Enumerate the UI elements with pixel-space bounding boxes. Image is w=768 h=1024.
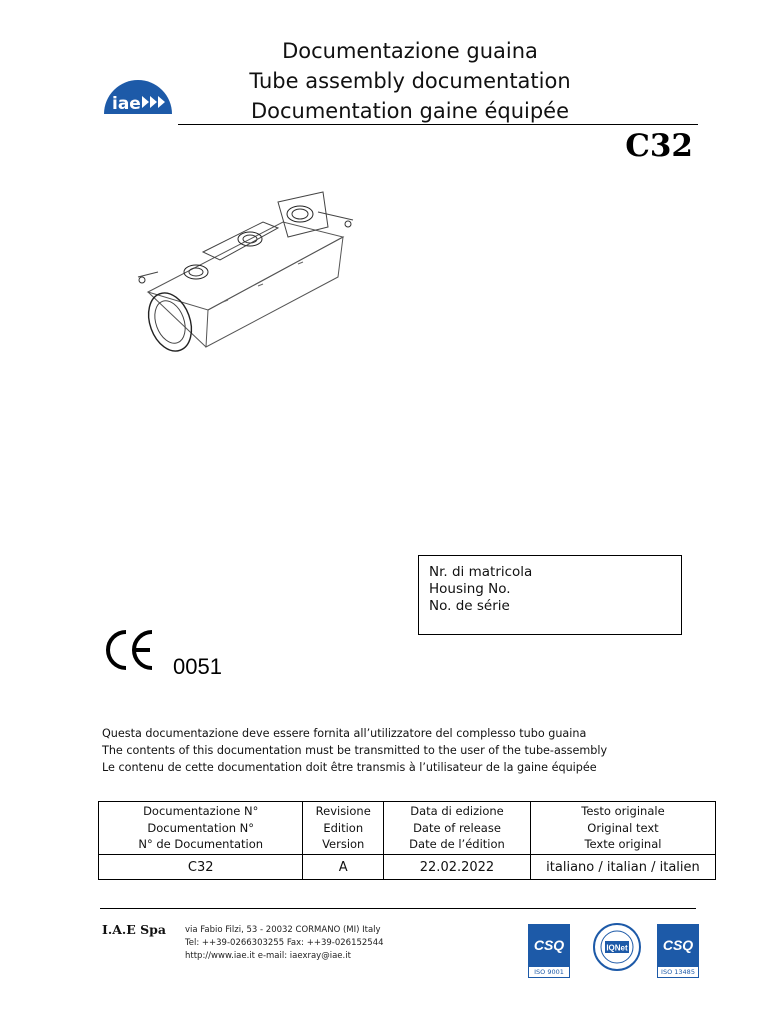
csq-iso13485-badge — [657, 924, 699, 978]
notice-english: The contents of this documentation must be transmitted to the user of the tube-assembly — [102, 744, 608, 757]
header-release-date: Data di edizione Date of release Date de l’édition — [384, 802, 531, 855]
iqnet-certification-icon — [592, 922, 642, 972]
table-row — [99, 855, 716, 880]
iso9001-label: ISO 9001 — [528, 966, 570, 978]
company-address — [185, 924, 384, 963]
title-block — [200, 36, 620, 126]
csq-logo: CSQ — [657, 924, 699, 966]
csq-iso9001-badge — [528, 924, 570, 978]
notified-body-number: 0051 — [173, 654, 222, 679]
csq-logo: CSQ — [528, 924, 570, 966]
header-original-text: Testo originale Original text Texte original — [530, 802, 715, 855]
serial-label-italian: Nr. di matricola — [429, 564, 533, 580]
iqnet-text: IQNet — [606, 943, 628, 953]
ce-mark-icon — [104, 628, 156, 672]
serial-label-english: Housing No. — [429, 581, 511, 597]
notice-italian: Questa documentazione deve essere fornita all’utilizzatore del complesso tubo guaina — [102, 727, 587, 740]
title-italian: Documentazione guaina — [282, 39, 538, 63]
title-english: Tube assembly documentation — [249, 69, 571, 93]
serial-number-box — [418, 555, 682, 635]
header-revision: Revisione Edition Version — [303, 802, 384, 855]
title-french: Documentation gaine équipée — [250, 99, 570, 123]
documentation-table — [98, 801, 716, 880]
footer-divider — [100, 908, 696, 909]
address-line: via Fabio Filzi, 53 - 20032 CORMANO (MI) Italy — [185, 925, 381, 935]
iso13485-label: ISO 13485 — [657, 966, 699, 978]
document-code: C32 — [625, 128, 693, 164]
company-name: I.A.E Spa — [102, 922, 166, 937]
value-original-text: italiano / italian / italien — [530, 855, 715, 880]
header-doc-number: Documentazione N° Documentation N° N° de Documentation — [99, 802, 303, 855]
transmission-notice — [102, 725, 607, 776]
value-revision: A — [303, 855, 384, 880]
notice-french: Le contenu de cette documentation doit être transmis à l’utilisateur de la gaine équipée — [102, 761, 597, 774]
tube-assembly-drawing — [128, 182, 358, 362]
iae-logo — [100, 66, 176, 118]
value-release-date: 22.02.2022 — [384, 855, 531, 880]
header-divider — [178, 124, 698, 125]
table-header-row — [99, 802, 716, 855]
serial-label-french: No. de série — [429, 598, 510, 614]
web-email-line: http://www.iae.it e-mail: iaexray@iae.it — [185, 951, 351, 961]
value-doc-number: C32 — [99, 855, 303, 880]
phone-line: Tel: ++39-0266303255 Fax: ++39-026152544 — [185, 938, 384, 948]
logo-text: iae — [112, 94, 141, 114]
